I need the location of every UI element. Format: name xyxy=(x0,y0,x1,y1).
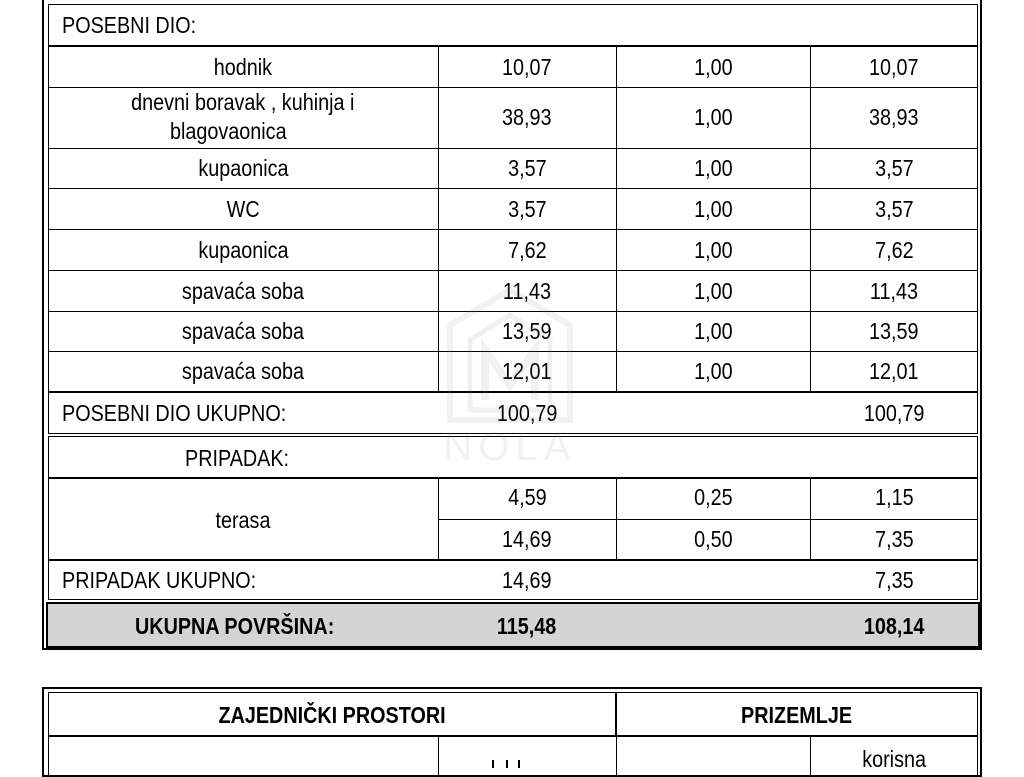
row-line xyxy=(48,311,978,312)
room-name: WC xyxy=(226,196,260,222)
room-name: spavaća soba xyxy=(181,278,305,304)
room-area-value: 3,57 xyxy=(507,196,547,222)
room-useful xyxy=(810,316,978,346)
ukupna-povrsina-label xyxy=(135,611,367,641)
room-useful-value: 38,93 xyxy=(869,104,919,130)
pripadak-total-useful-value: 7,35 xyxy=(874,567,914,593)
pripadak-area-value: 14,69 xyxy=(502,526,552,552)
room-area xyxy=(438,153,616,183)
room-area xyxy=(438,194,616,224)
room-useful xyxy=(810,276,978,306)
posebni-dio-header xyxy=(62,10,218,40)
posebni-dio-total-useful xyxy=(810,398,978,428)
ukupna-povrsina-area-value: 115,48 xyxy=(497,613,557,639)
room-coef-value: 1,00 xyxy=(693,318,733,344)
zajednicki-sub-col-useful xyxy=(810,744,978,774)
room-useful xyxy=(810,356,978,386)
room-coef xyxy=(616,102,810,132)
watermark-text: NOLA xyxy=(443,425,577,469)
room-name: spavaća soba xyxy=(181,318,305,344)
ukupna-povrsina-label-text: UKUPNA POVRŠINA: xyxy=(135,613,335,639)
room-area-value: 13,59 xyxy=(502,318,552,344)
room-name: kupaonica xyxy=(197,155,289,181)
room-area-value: 11,43 xyxy=(502,278,552,304)
posebni-dio-total-useful-value: 100,79 xyxy=(863,400,925,426)
room-coef-value: 1,00 xyxy=(693,155,733,181)
room-name: hodnik xyxy=(213,54,273,80)
pripadak-useful-value: 1,15 xyxy=(874,484,914,510)
table-row xyxy=(48,235,438,265)
room-area xyxy=(438,356,616,386)
room-coef-value: 1,00 xyxy=(693,358,733,384)
room-area-value: 38,93 xyxy=(502,104,552,130)
row-line xyxy=(48,229,978,230)
pripadak-total-label-text: PRIPADAK UKUPNO: xyxy=(62,567,257,593)
posebni-dio-total-area xyxy=(438,398,616,428)
room-name: kupaonica xyxy=(197,237,289,263)
zajednicki-header-right-text: PRIZEMLJE xyxy=(741,702,853,728)
pripadak-total-label xyxy=(62,565,288,595)
room-useful-value: 3,57 xyxy=(874,155,914,181)
table-row xyxy=(48,194,438,224)
ukupna-povrsina-useful-value: 108,14 xyxy=(863,613,925,639)
room-useful-value: 11,43 xyxy=(869,278,919,304)
pripadak-area xyxy=(438,524,616,554)
row-line xyxy=(48,188,978,189)
pripadak-useful-value: 7,35 xyxy=(874,526,914,552)
table-row xyxy=(48,87,438,117)
pripadak-total-area xyxy=(438,565,616,595)
pripadak-item-name xyxy=(48,505,438,535)
room-useful xyxy=(810,153,978,183)
room-coef xyxy=(616,356,810,386)
room-coef xyxy=(616,194,810,224)
room-coef xyxy=(616,235,810,265)
room-coef-value: 1,00 xyxy=(693,104,733,130)
posebni-dio-header-text: POSEBNI DIO: xyxy=(62,12,197,38)
room-useful xyxy=(810,52,978,82)
room-useful-value: 3,57 xyxy=(874,196,914,222)
table-row xyxy=(48,153,438,183)
zajednicki-sub-col-useful-text: korisna xyxy=(862,746,926,772)
posebni-dio-total-label xyxy=(62,398,323,428)
table-row xyxy=(48,356,438,386)
table-row xyxy=(48,276,438,306)
room-useful-value: 7,62 xyxy=(874,237,914,263)
room-area xyxy=(438,52,616,82)
ukupna-povrsina-useful xyxy=(810,611,978,641)
pripadak-area-value: 4,59 xyxy=(507,484,547,510)
room-area-value: 10,07 xyxy=(502,54,552,80)
room-useful xyxy=(810,194,978,224)
pripadak-coef-value: 0,50 xyxy=(693,526,733,552)
zajednicki-header-left xyxy=(48,700,616,730)
room-coef-value: 1,00 xyxy=(693,278,733,304)
room-name: spavaća soba xyxy=(181,358,305,384)
room-useful-value: 12,01 xyxy=(869,358,919,384)
row-line xyxy=(48,270,978,271)
room-area xyxy=(438,102,616,132)
col-divider-1 xyxy=(438,736,439,776)
room-coef xyxy=(616,52,810,82)
pripadak-total-area-value: 14,69 xyxy=(502,567,552,593)
zajednicki-header-right xyxy=(616,700,978,730)
room-area xyxy=(438,235,616,265)
room-coef xyxy=(616,276,810,306)
pripadak-useful xyxy=(810,482,978,512)
room-area xyxy=(438,276,616,306)
room-coef-value: 1,00 xyxy=(693,196,733,222)
ukupna-povrsina-area xyxy=(438,611,616,641)
pripadak-item-name-text: terasa xyxy=(215,507,271,533)
room-coef xyxy=(616,153,810,183)
room-area-value: 7,62 xyxy=(507,237,547,263)
pripadak-coef xyxy=(616,482,810,512)
room-name: dnevni boravak , kuhinja i xyxy=(131,89,355,115)
pripadak-area xyxy=(438,482,616,512)
pripadak-total-useful xyxy=(810,565,978,595)
room-coef-value: 1,00 xyxy=(693,237,733,263)
room-useful xyxy=(810,235,978,265)
col-divider-2 xyxy=(616,736,617,776)
pripadak-coef-value: 0,25 xyxy=(693,484,733,510)
room-name-line2-wrap xyxy=(170,116,306,146)
row-line xyxy=(48,351,978,352)
room-area-value: 12,01 xyxy=(502,358,552,384)
room-name-line2: blagovaonica xyxy=(170,118,287,144)
pripadak-header-text: PRIPADAK: xyxy=(185,445,290,471)
zajednicki-header-left-text: ZAJEDNIČKI PROSTORI xyxy=(218,702,446,728)
row-line xyxy=(438,519,978,520)
room-useful xyxy=(810,102,978,132)
room-coef-value: 1,00 xyxy=(693,54,733,80)
room-area xyxy=(438,316,616,346)
pripadak-coef xyxy=(616,524,810,554)
room-area-value: 3,57 xyxy=(507,155,547,181)
room-useful-value: 13,59 xyxy=(869,318,919,344)
room-coef xyxy=(616,316,810,346)
posebni-dio-total-label-text: POSEBNI DIO UKUPNO: xyxy=(62,400,287,426)
pripadak-useful xyxy=(810,524,978,554)
room-useful-value: 10,07 xyxy=(869,54,919,80)
table-row xyxy=(48,52,438,82)
posebni-dio-total-area-value: 100,79 xyxy=(496,400,558,426)
table-row xyxy=(48,316,438,346)
pripadak-header xyxy=(185,443,306,473)
row-line xyxy=(48,148,978,149)
cut-text-fragment xyxy=(490,760,530,768)
